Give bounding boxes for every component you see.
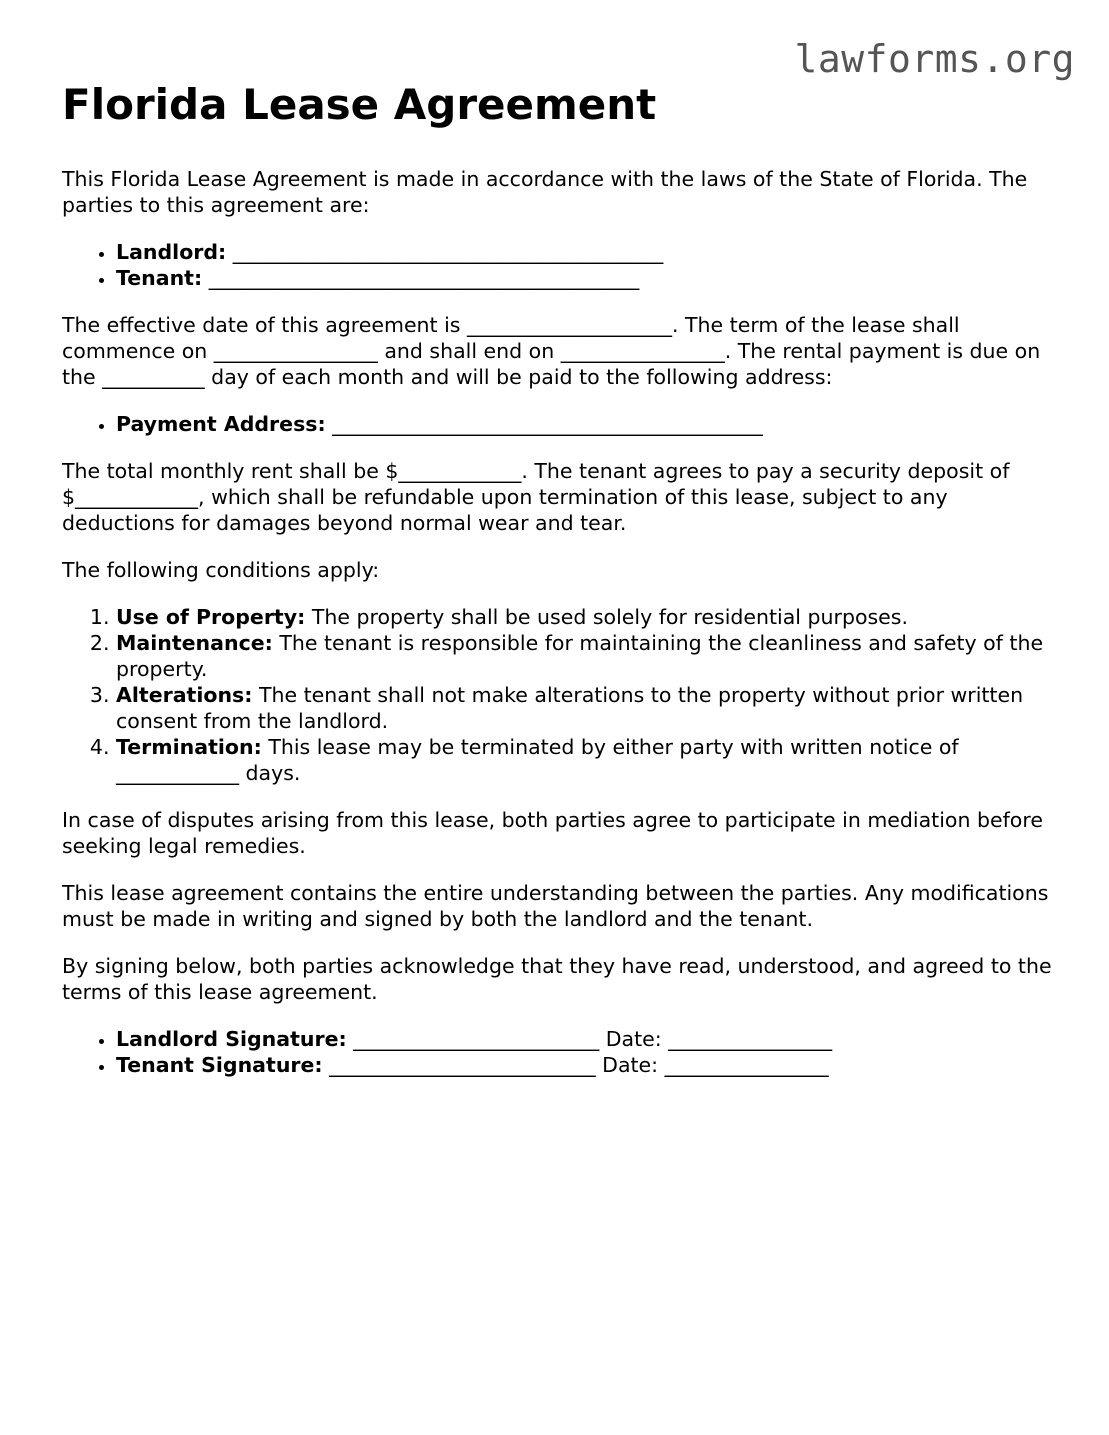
condition-item [116, 630, 1062, 682]
payment-address-blank: __________________________________________ [332, 412, 763, 436]
tenant-blank: __________________________________________ [208, 266, 640, 290]
list-item-landlord-signature [116, 1026, 1062, 1052]
term-paragraph: The effective date of this agreement is ____________________. The term of the lease shall commence on ________________ and shall end on ________________. The rental payment is due on the __________ day of each month and will be paid to the following address: [62, 313, 1041, 389]
watermark: lawforms.org [794, 37, 1075, 81]
condition-text: The tenant shall not make alterations to the property without prior written consent from the landlord. [116, 683, 1024, 733]
signatures-list [62, 1026, 1062, 1078]
condition-label: Termination: [116, 735, 262, 759]
tenant-label: Tenant: [116, 266, 203, 290]
payment-list [62, 411, 1062, 437]
condition-item [116, 604, 1062, 630]
entire-agreement-paragraph: This lease agreement contains the entire understanding between the parties. Any modifications must be made in writing and signed by both the landlord and the tenant. [62, 881, 1049, 931]
disputes-paragraph: In case of disputes arising from this lease, both parties agree to participate in mediation before seeking legal remedies. [62, 808, 1043, 858]
conditions-list [62, 604, 1062, 786]
landlord-signature-blank: ________________________ Date: ________________ [353, 1027, 833, 1051]
condition-label: Alterations: [116, 683, 253, 707]
condition-text: This lease may be terminated by either party with written notice of ____________ days. [116, 735, 959, 785]
condition-label: Maintenance: [116, 631, 273, 655]
signing-paragraph: By signing below, both parties acknowledge that they have read, understood, and agreed to the terms of this lease agreement. [62, 954, 1052, 1004]
intro-paragraph: This Florida Lease Agreement is made in accordance with the laws of the State of Florida. The parties to this agreement are: [62, 167, 1028, 217]
conditions-intro: The following conditions apply: [62, 558, 380, 582]
landlord-signature-label: Landlord Signature: [116, 1027, 347, 1051]
tenant-signature-blank: __________________________ Date: ________________ [329, 1053, 829, 1077]
condition-text: The property shall be used solely for residential purposes. [311, 605, 908, 629]
landlord-blank: __________________________________________ [232, 240, 664, 264]
condition-item [116, 682, 1062, 734]
list-item-landlord [116, 239, 1062, 265]
list-item-tenant-signature [116, 1052, 1062, 1078]
tenant-signature-label: Tenant Signature: [116, 1053, 323, 1077]
payment-address-label: Payment Address: [116, 412, 326, 436]
rent-paragraph: The total monthly rent shall be $____________. The tenant agrees to pay a security deposit of $____________, which shall be refundable upon termination of this lease, subject to any deductions for damages beyond normal wear and tear. [62, 459, 1010, 535]
condition-item [116, 734, 1062, 786]
document-page [62, 78, 1062, 1099]
condition-label: Use of Property: [116, 605, 306, 629]
list-item-payment-address [116, 411, 1062, 437]
document-title: Florida Lease Agreement [62, 80, 657, 129]
condition-text: The tenant is responsible for maintaining the cleanliness and safety of the property. [116, 631, 1044, 681]
list-item-tenant [116, 265, 1062, 291]
landlord-label: Landlord: [116, 240, 227, 264]
parties-list [62, 239, 1062, 291]
